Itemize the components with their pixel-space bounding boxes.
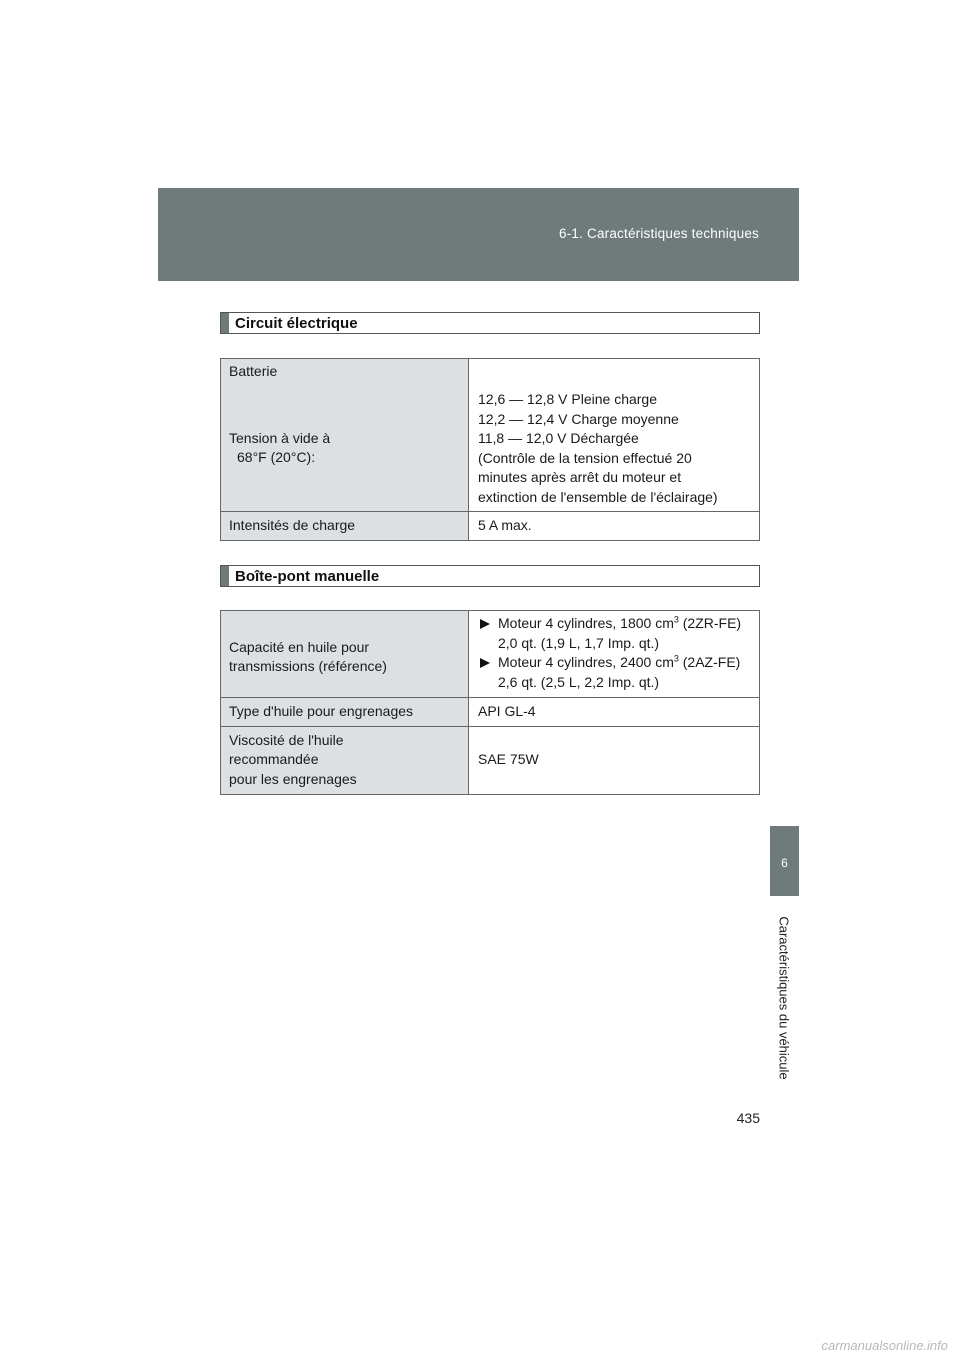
viscosity-label-line: Viscosité de l'huile (229, 731, 344, 748)
engine-quantity: 2,0 qt. (1,9 L, 1,7 Imp. qt.) (498, 634, 660, 651)
battery-voltage-label: Tension à vide à (229, 429, 331, 446)
battery-value-line: minutes après arrêt du moteur et (478, 469, 682, 485)
battery-value-line: (Contrôle de la tension effectué 20 (478, 449, 692, 466)
oil-type-label: Type d'huile pour engrenages (221, 698, 469, 727)
section-header-title: 6-1. Caractéristiques techniques (558, 226, 759, 241)
battery-value-line: 12,6 — 12,8 V Pleine charge (478, 391, 658, 407)
battery-label: Batterie (229, 363, 278, 379)
engine-spec: Moteur 4 cylindres, 1800 $cm^3$ (2ZR-FE) (498, 614, 742, 631)
viscosity-value: SAE 75W (469, 726, 760, 794)
viscosity-label-line: pour les engrenages (229, 770, 357, 787)
table-row (221, 611, 760, 698)
chapter-tab (770, 826, 799, 896)
charge-value: 5 A max. (469, 512, 760, 541)
chapter-number: 6 (781, 856, 788, 870)
triangle-bullet-icon (480, 658, 490, 668)
engine-quantity: 2,6 qt. (2,5 L, 2,2 Imp. qt.) (498, 673, 660, 690)
table-row (221, 698, 760, 727)
section-heading-electrical (220, 312, 760, 334)
table-row (221, 359, 760, 512)
section-title: Boîte-pont manuelle (235, 568, 380, 585)
triangle-bullet-icon (480, 619, 490, 629)
table-row (221, 512, 760, 541)
oil-type-value: API GL-4 (469, 698, 760, 727)
section-heading-manual-transaxle (220, 565, 760, 587)
electrical-spec-table (220, 358, 760, 541)
engine-bullet (478, 653, 750, 673)
engine-spec: Moteur 4 cylindres, 2400 $cm^3$ (2AZ-FE) (498, 653, 741, 670)
watermark: carmanualsonline.info (821, 1338, 948, 1353)
engine-bullet (478, 614, 750, 634)
battery-value-cell (469, 359, 760, 512)
capacity-label-line: transmissions (référence) (229, 658, 387, 674)
page-number: 435 (736, 1110, 760, 1126)
header-band (158, 188, 799, 281)
capacity-label-cell (221, 611, 469, 698)
heading-accent-bar (221, 566, 229, 586)
section-title: Circuit électrique (235, 315, 358, 332)
battery-temp-label: 68°F (20°C): (237, 449, 316, 465)
charge-label: Intensités de charge (221, 512, 469, 541)
capacity-label-line: Capacité en huile pour (229, 638, 370, 655)
chapter-label: Caractéristiques du véhicule (776, 916, 792, 1080)
viscosity-label-cell (221, 726, 469, 794)
table-row (221, 726, 760, 794)
transaxle-spec-table (220, 610, 760, 795)
viscosity-label-line: recommandée (229, 751, 319, 768)
capacity-value-cell (469, 611, 760, 698)
battery-value-line: extinction de l'ensemble de l'éclairage) (478, 488, 718, 505)
battery-value-line: 11,8 — 12,0 V Déchargée (478, 430, 639, 446)
battery-label-cell (221, 359, 469, 512)
heading-accent-bar (221, 313, 229, 333)
battery-value-line: 12,2 — 12,4 V Charge moyenne (478, 410, 679, 427)
